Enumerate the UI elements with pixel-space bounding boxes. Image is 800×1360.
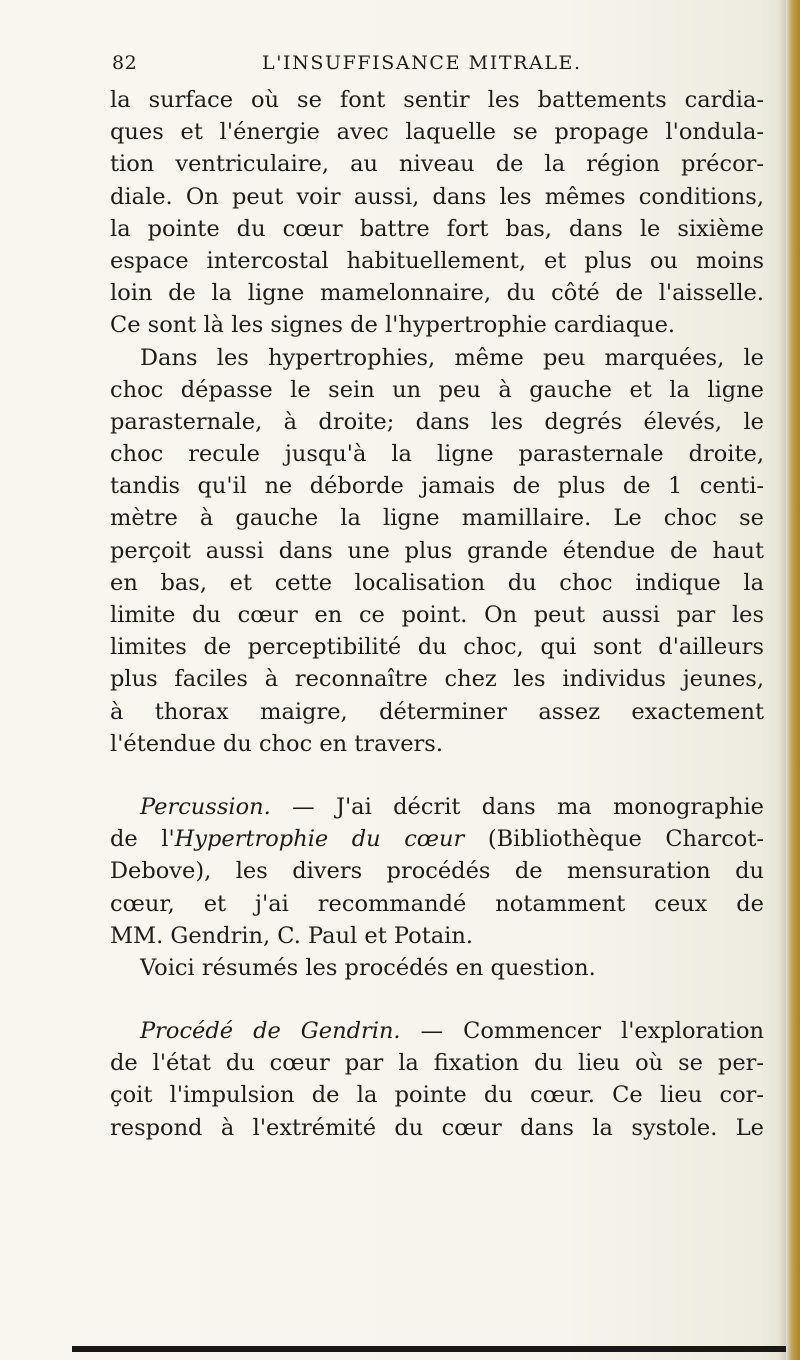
text-line: espace intercostal habituellement, et plus ou moins — [110, 247, 764, 274]
paragraph-2 — [110, 342, 764, 760]
text-line: respond à l'extrémité du cœur dans la systole. Le — [110, 1114, 764, 1141]
paragraph-gap — [110, 760, 764, 791]
text-line: çoit l'impulsion de la pointe du cœur. Ce lieu cor- — [110, 1082, 764, 1109]
page-header — [0, 52, 800, 82]
text-line: limites de perceptibilité du choc, qui sont d'ailleurs — [110, 634, 764, 661]
text-line: diale. On peut voir aussi, dans les mêmes conditions, — [110, 183, 764, 210]
text-run: (Bibliothèque Charcot- — [464, 826, 764, 853]
text-line: perçoit aussi dans une plus grande étendue de haut — [110, 537, 764, 564]
text-line: la surface où se font sentir les battements cardia- — [110, 87, 764, 113]
paragraph-1 — [110, 84, 764, 342]
text-line — [110, 1015, 764, 1047]
text-line: MM. Gendrin, C. Paul et Potain. — [110, 922, 473, 949]
text-column — [110, 84, 764, 1144]
text-line: choc dépasse le sein un peu à gauche et la ligne — [110, 376, 764, 403]
text-line: cœur, et j'ai recommandé notamment ceux de — [110, 890, 764, 917]
text-line: choc recule jusqu'à la ligne parasternale droite, — [110, 441, 764, 468]
text-line: Debove), les divers procédés de mensuration du — [110, 858, 764, 885]
text-run: — Commencer l'exploration — [400, 1018, 764, 1045]
text-line: l'étendue du choc en travers. — [110, 730, 443, 757]
text-line: en bas, et cette localisation du choc indique la — [110, 569, 764, 596]
text-line: loin de la ligne mamelonnaire, du côté de l'aisselle. — [110, 280, 764, 307]
text-line: ques et l'énergie avec laquelle se propage l'ondula- — [110, 119, 764, 146]
text-line: mètre à gauche la ligne mamillaire. Le choc se — [110, 505, 764, 532]
running-title: L'INSUFFISANCE MITRALE. — [262, 52, 582, 74]
text-line — [110, 791, 764, 823]
paragraph-4 — [110, 952, 764, 984]
text-line: parasternale, à droite; dans les degrés élevés, le — [110, 408, 764, 435]
text-line: la pointe du cœur battre fort bas, dans le sixième — [110, 215, 764, 242]
book-title-reference: Hypertrophie du cœur — [174, 826, 465, 853]
text-run: de l' — [110, 826, 175, 853]
paragraph-gendrin — [110, 1015, 764, 1144]
text-line: tandis qu'il ne déborde jamais de plus de 1 centi- — [110, 473, 764, 500]
text-line: plus faciles à reconnaître chez les individus jeunes, — [110, 666, 764, 693]
text-line: tion ventriculaire, au niveau de la région précor- — [110, 151, 764, 178]
text-line: Voici résumés les procédés en question. — [140, 954, 596, 981]
text-line: Dans les hypertrophies, même peu marquées, le — [140, 344, 764, 371]
text-line: à thorax maigre, déterminer assez exactement — [110, 698, 764, 725]
binding-shadow — [778, 0, 786, 1360]
bottom-rule — [72, 1346, 786, 1352]
text-run: — J'ai décrit dans ma monographie — [270, 793, 764, 820]
text-line — [110, 823, 764, 855]
section-heading-percussion: Percussion. — [140, 793, 271, 820]
section-heading-gendrin: Procédé de Gendrin. — [140, 1018, 401, 1045]
binding-edge — [786, 0, 800, 1360]
page-number: 82 — [112, 52, 138, 74]
paragraph-gap — [110, 984, 764, 1015]
text-line: de l'état du cœur par la fixation du lieu où se per- — [110, 1050, 764, 1077]
paragraph-percussion — [110, 791, 764, 952]
text-line: Ce sont là les signes de l'hypertrophie cardiaque. — [110, 312, 676, 339]
text-line: limite du cœur en ce point. On peut aussi par les — [110, 602, 764, 628]
